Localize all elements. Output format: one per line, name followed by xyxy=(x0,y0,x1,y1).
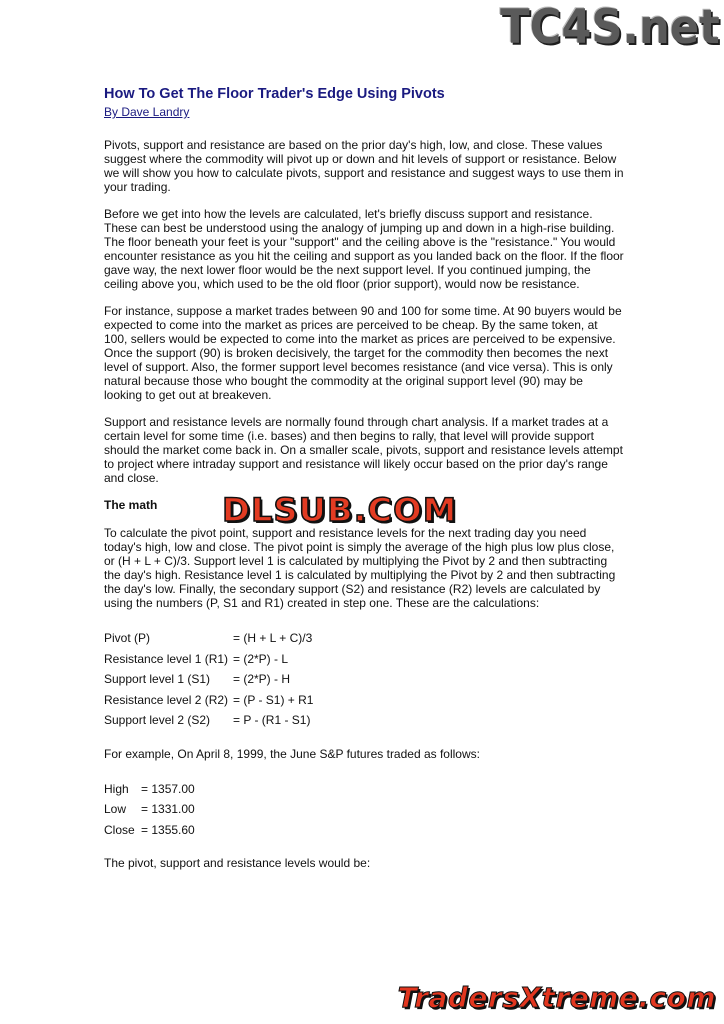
price-label: High xyxy=(104,781,129,796)
math-paragraph: To calculate the pivot point, support and resistance levels for the next trading day you need today's high, low and close. The pivot point is simply the average of the high plus low plus close, or (H + L + C)/3. Support level 1 is calculated by multiplying the Pivot by 2 and then subtracting the day's high. Resistance level 1 is calculated by multiplying the Pivot by 2 and then subtracting the day's low. Finally, the secondary support (S2) and resistance (R2) levels are calculated by using the numbers (P, S1 and R1) created in step one. These are the calculations: xyxy=(104,526,616,610)
formula-row xyxy=(104,690,313,711)
price-table xyxy=(104,779,195,841)
formula-expression: = (H + L + C)/3 xyxy=(233,631,313,646)
dlsub-watermark: DLSUB.COM xyxy=(222,491,458,529)
formula-label: Support level 1 (S1) xyxy=(104,672,211,687)
formula-expression: = (2*P) - L xyxy=(233,651,289,666)
formula-expression: = (P - S1) + R1 xyxy=(233,692,314,707)
closing-line: The pivot, support and resistance levels would be: xyxy=(104,856,371,870)
formula-row xyxy=(104,669,313,690)
article xyxy=(104,86,624,883)
formula-row xyxy=(104,710,313,731)
formula-table xyxy=(104,628,313,731)
price-value: = 1357.00 xyxy=(141,781,195,796)
math-heading: The math xyxy=(104,498,158,512)
support-resistance-paragraph: Before we get into how the levels are calculated, let's briefly discuss support and resistance. These can best be understood using the analogy of jumping up and down in a high-rise building. The floor beneath your feet is your "support" and the ceiling above is the "resistance." You would encounter resistance as you hit the ceiling and support as you landed back on the floor. If the floor gave way, the next lower floor would be the next support level. If you continued jumping, the ceiling above you, which used to be the old floor (prior support), would now be resistance. xyxy=(104,207,624,291)
tradersxtreme-watermark: TradersXtreme.com xyxy=(397,981,716,1014)
chart-analysis-paragraph: Support and resistance levels are normally found through chart analysis. If a market trades at a certain level for some time (i.e. bases) and then begins to rally, that level will provide support should the market come back in. On a smaller scale, pivots, support and resistance levels attempt to project where intraday support and resistance will likely occur based on the prior day's range and close. xyxy=(104,415,623,485)
price-label: Close xyxy=(104,822,135,837)
formula-row xyxy=(104,628,313,649)
formula-expression: = P - (R1 - S1) xyxy=(233,713,311,728)
intro-paragraph: Pivots, support and resistance are based on the prior day's high, low, and close. These values suggest where the commodity will pivot up or down and hit levels of support or resistance. Below we will show you how to calculate pivots, support and resistance and suggest ways to use them in your trading. xyxy=(104,138,624,194)
example-market-paragraph: For instance, suppose a market trades between 90 and 100 for some time. At 90 buyers would be expected to come into the market as prices are perceived to be cheap. By the same token, at 100, sellers would be expected to come into the market as prices are perceived to be expensive. Once the support (90) is broken decisively, the target for the commodity then becomes the next level of support. Also, the former support level becomes resistance (and vice versa). This is only natural because those who bought the commodity at the original support level (90) may be looking to get out at breakeven. xyxy=(104,304,622,402)
price-value: = 1355.60 xyxy=(141,822,195,837)
formula-expression: = (2*P) - H xyxy=(233,672,291,687)
example-intro: For example, On April 8, 1999, the June S&P futures traded as follows: xyxy=(104,746,480,761)
tc4s-watermark: TC4S.net xyxy=(500,0,720,55)
price-label: Low xyxy=(104,802,127,817)
formula-row xyxy=(104,649,313,670)
price-row xyxy=(104,799,195,820)
price-row xyxy=(104,779,195,800)
price-value: = 1331.00 xyxy=(141,802,195,817)
formula-label: Resistance level 2 (R2) xyxy=(104,692,229,707)
price-row xyxy=(104,820,195,841)
formula-label: Support level 2 (S2) xyxy=(104,713,211,728)
formula-label: Resistance level 1 (R1) xyxy=(104,651,229,666)
author-byline-link[interactable]: By Dave Landry xyxy=(104,105,190,119)
formula-label: Pivot (P) xyxy=(104,631,151,646)
article-title: How To Get The Floor Trader's Edge Using Pivots xyxy=(104,86,445,102)
